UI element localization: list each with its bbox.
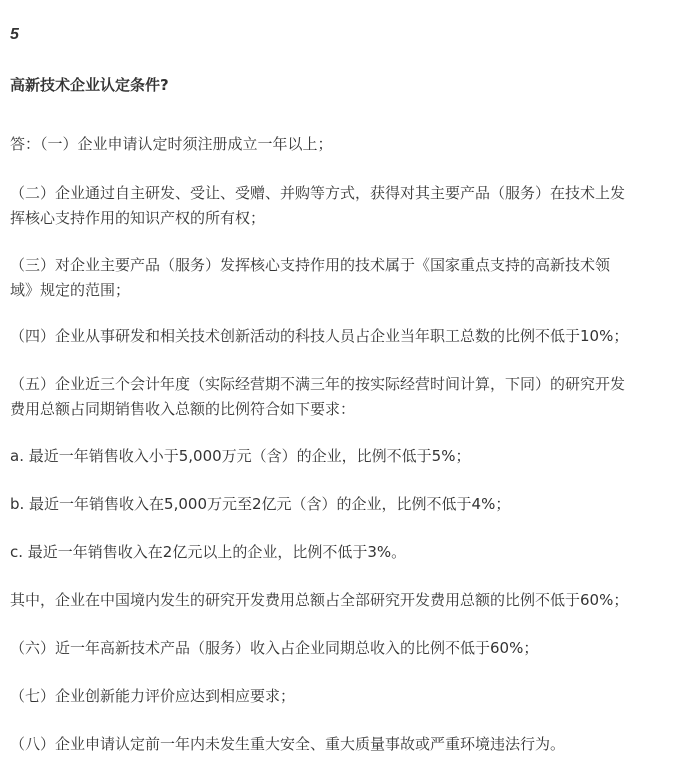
paragraph-c: [10, 540, 675, 565]
paragraph-text: （五）企业近三个会计年度（实际经营期不满三年的按实际经营时间计算，下同）的研究开发: [10, 375, 626, 393]
paragraph-5: [10, 372, 675, 422]
paragraph-extra: [10, 588, 675, 613]
paragraph-text: 答：（一）企业申请认定时须注册成立一年以上；: [10, 135, 333, 153]
paragraph-text: （四）企业从事研发和相关技术创新活动的科技人员占企业当年职工总数的比例不低于10%；: [10, 327, 629, 345]
paragraph-1: [10, 132, 675, 157]
paragraph-b: [10, 492, 675, 517]
paragraph-text: （二）企业通过自主研发、受让、受赠、并购等方式，获得对其主要产品（服务）在技术上发: [10, 184, 626, 202]
paragraph-text: 挥核心支持作用的知识产权的所有权；: [10, 209, 266, 227]
paragraph-2: [10, 181, 675, 231]
paragraph-text: （八）企业申请认定前一年内未发生重大安全、重大质量事故或严重环境违法行为。: [10, 735, 566, 753]
paragraph-text: （七）企业创新能力评价应达到相应要求；: [10, 687, 296, 705]
paragraph-text: c. 最近一年销售收入在2亿元以上的企业，比例不低于3%。: [10, 543, 407, 561]
paragraph-3: [10, 253, 675, 303]
paragraph-text: （六）近一年高新技术产品（服务）收入占企业同期总收入的比例不低于60%；: [10, 639, 539, 657]
paragraph-8: [10, 732, 675, 757]
section-number: 5: [10, 26, 19, 43]
section-title: 高新技术企业认定条件?: [10, 76, 169, 94]
paragraph-text: （三）对企业主要产品（服务）发挥核心支持作用的技术属于《国家重点支持的高新技术领: [10, 256, 611, 274]
paragraph-text: a. 最近一年销售收入小于5,000万元（含）的企业，比例不低于5%；: [10, 447, 471, 465]
paragraph-4: [10, 324, 675, 349]
paragraph-text: 其中，企业在中国境内发生的研究开发费用总额占全部研究开发费用总额的比例不低于60%；: [10, 591, 629, 609]
paragraph-text: 域》规定的范围；: [10, 281, 131, 299]
paragraph-7: [10, 684, 675, 709]
paragraph-text: b. 最近一年销售收入在5,000万元至2亿元（含）的企业，比例不低于4%；: [10, 495, 511, 513]
paragraph-text: 费用总额占同期销售收入总额的比例符合如下要求：: [10, 400, 356, 418]
paragraph-a: [10, 444, 675, 469]
paragraph-6: [10, 636, 675, 661]
